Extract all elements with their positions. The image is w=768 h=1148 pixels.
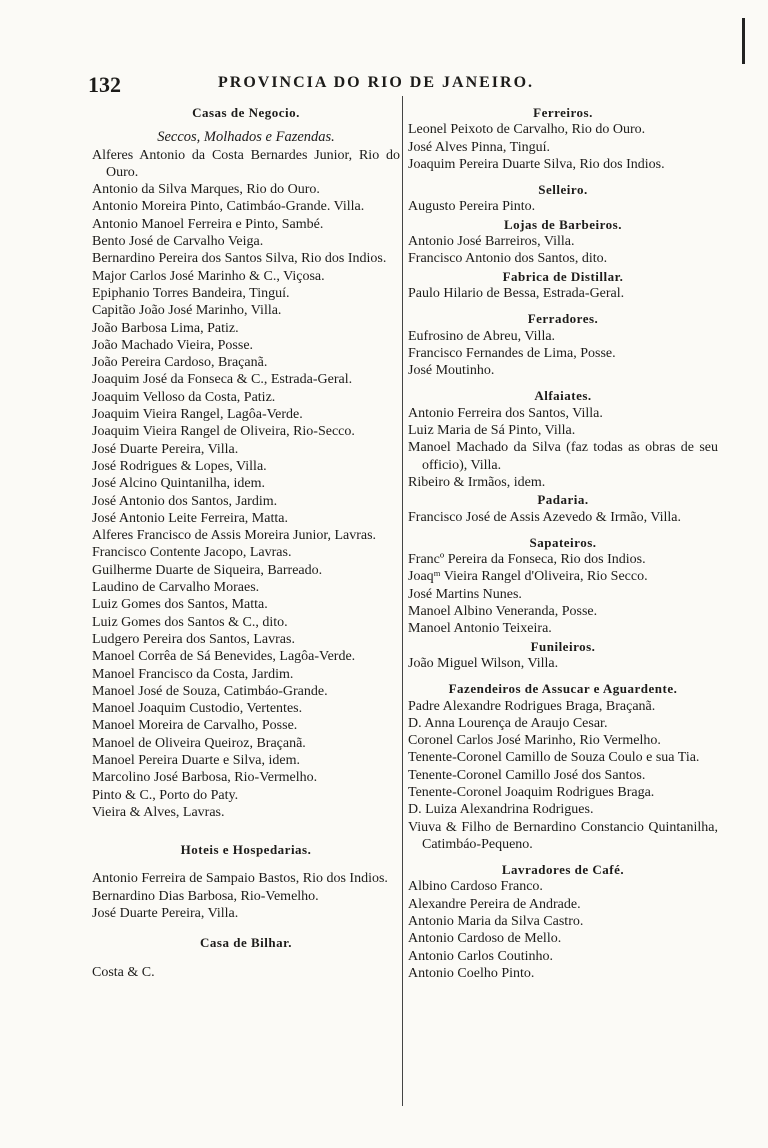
directory-entry: Antonio Maria da Silva Castro. [408,914,584,930]
directory-entry: Joaquim Pereira Duarte Silva, Rio dos Indios. [408,156,665,172]
directory-entry: José Antonio Leite Ferreira, Matta. [92,510,288,526]
entry-list-barbeiros [408,233,718,268]
directory-entry: João Pereira Cardoso, Braçanã. [92,355,268,371]
directory-entry: Manoel Machado da Silva (faz todas as obras de seu officio), Villa. [408,440,718,473]
directory-entry: Francisco Contente Jacopo, Lavras. [92,545,292,561]
entry-list-funileiros [408,655,718,672]
directory-entry: Joaquim Vieira Rangel de Oliveira, Rio-Secco. [92,424,355,440]
entry-list-casas [92,147,400,822]
directory-entry: Marcolino José Barbosa, Rio-Vermelho. [92,770,318,786]
directory-entry: Antonio Cardoso de Mello. [408,931,562,947]
entry-list-ferradores [408,328,718,380]
directory-entry: Antonio Carlos Coutinho. [408,948,554,964]
directory-entry: Manoel Albino Veneranda, Posse. [408,604,598,620]
entry-list-cafe [408,878,718,982]
directory-entry: Luiz Maria de Sá Pinto, Villa. [408,423,576,439]
directory-entry: Ludgero Pereira dos Santos, Lavras. [92,631,295,647]
directory-entry: Antonio da Silva Marques, Rio do Ouro. [92,182,320,198]
directory-entry: Tenente-Coronel Joaquim Rodrigues Braga. [408,784,655,800]
directory-entry: Joaquim Vieira Rangel, Lagôa-Verde. [92,407,303,423]
running-head: PROVINCIA DO RIO DE JANEIRO. [218,74,535,91]
section-heading-ferradores: Ferradores. [527,311,599,327]
directory-entry: João Machado Vieira, Posse. [92,337,254,353]
directory-entry: Manoel Corrêa de Sá Benevides, Lagôa-Verde. [92,649,356,665]
directory-entry: Vieira & Alves, Lavras. [92,804,225,820]
section-heading-selleiro: Selleiro. [538,182,588,198]
directory-entry: Antonio Ferreira de Sampaio Bastos, Rio dos Indios. [92,871,388,887]
directory-entry: Joaqᵐ Vieira Rangel d'Oliveira, Rio Secco. [408,569,648,585]
directory-entry: Viuva & Filho de Bernardino Constancio Quintanilha, Catimbáo-Pequeno. [408,819,718,852]
directory-entry: Pinto & C., Porto do Paty. [92,787,239,803]
directory-entry: Manoel de Oliveira Queiroz, Braçanã. [92,735,306,751]
left-column [92,104,400,981]
directory-entry: Antonio José Barreiros, Villa. [408,234,575,250]
directory-entry: Tenente-Coronel Camillo José dos Santos. [408,767,646,783]
section-heading-bilhar: Casa de Bilhar. [200,935,292,951]
directory-entry: Bento José de Carvalho Veiga. [92,234,264,250]
directory-entry: Manoel Joaquim Custodio, Vertentes. [92,701,303,717]
entry-list-selleiro [408,198,718,215]
directory-entry: João Barbosa Lima, Patiz. [92,320,239,336]
directory-entry: Epiphanio Torres Bandeira, Tinguí. [92,285,290,301]
section-heading-cafe: Lavradores de Café. [501,862,625,878]
directory-entry: Luiz Gomes dos Santos, Matta. [92,597,268,613]
right-column [408,104,718,982]
entry-list-fazendeiros [408,698,718,854]
directory-entry: Joaquim Velloso da Costa, Patiz. [92,389,276,405]
directory-entry: Manoel Antonio Teixeira. [408,621,552,637]
directory-entry: Padre Alexandre Rodrigues Braga, Braçanã. [408,698,656,714]
directory-entry: Costa & C. [92,964,155,980]
section-heading-fazendeiros: Fazendeiros de Assucar e Aguardente. [448,681,678,697]
section-subheading-casas: Seccos, Molhados e Fazendas. [157,129,335,146]
directory-entry: Bernardino Dias Barbosa, Rio-Vemelho. [92,888,319,904]
directory-entry: José Rodrigues & Lopes, Villa. [92,458,267,474]
section-heading-padaria: Padaria. [537,492,589,508]
directory-entry: Antonio Moreira Pinto, Catimbáo-Grande. Villa. [92,199,365,215]
directory-entry: Bernardino Pereira dos Santos Silva, Rio dos Indios. [92,251,387,267]
directory-entry: Antonio Coelho Pinto. [408,965,535,981]
column-divider [402,96,403,1106]
entry-list-padaria [408,509,718,526]
directory-entry: Coronel Carlos José Marinho, Rio Vermelho. [408,733,661,749]
directory-entry: José Alcino Quintanilha, idem. [92,476,266,492]
directory-entry: Major Carlos José Marinho & C., Viçosa. [92,268,325,284]
directory-entry: D. Anna Lourença de Araujo Cesar. [408,715,608,731]
directory-entry: Augusto Pereira Pinto. [408,199,536,215]
section-heading-alfaiates: Alfaiates. [534,388,592,404]
section-heading-sapateiros: Sapateiros. [529,534,597,550]
directory-entry: D. Luiza Alexandrina Rodrigues. [408,802,594,818]
directory-entry: Francº Pereira da Fonseca, Rio dos Indios. [408,552,646,568]
directory-entry: Manoel Francisco da Costa, Jardim. [92,666,294,682]
entry-list-bilhar [92,964,400,981]
section-heading-ferreiros: Ferreiros. [533,105,593,120]
directory-entry: Manoel José de Souza, Catimbáo-Grande. [92,683,328,699]
page-number: 132 [88,72,121,97]
directory-entry: Alexandre Pereira de Andrade. [408,896,581,912]
directory-entry: Tenente-Coronel Camillo de Souza Coulo e sua Tia. [408,750,700,766]
directory-entry: Alferes Francisco de Assis Moreira Junior, Lavras. [92,528,377,544]
section-heading-barbeiros: Lojas de Barbeiros. [504,216,622,232]
directory-entry: José Duarte Pereira, Villa. [92,441,239,457]
directory-entry: Manoel Moreira de Carvalho, Posse. [92,718,298,734]
section-heading-casas: Casas de Negocio. [192,105,300,120]
section-heading-hoteis: Hoteis e Hospedarias. [180,842,312,858]
directory-entry: Antonio Ferreira dos Santos, Villa. [408,405,603,421]
directory-entry: Laudino de Carvalho Moraes. [92,580,260,596]
section-heading-funileiros: Funileiros. [530,638,596,654]
entry-list-sapateiros [408,551,718,637]
directory-entry: Luiz Gomes dos Santos & C., dito. [92,614,288,630]
directory-entry: Ribeiro & Irmãos, idem. [408,474,546,490]
directory-entry: João Miguel Wilson, Villa. [408,655,559,671]
directory-entry: Francisco Antonio dos Santos, dito. [408,251,608,267]
section-heading-distillar: Fabrica de Distillar. [502,268,624,284]
directory-entry: José Martins Nunes. [408,586,522,602]
directory-entry: Guilherme Duarte de Siqueira, Barreado. [92,562,323,578]
entry-list-hoteis [92,870,400,922]
directory-entry: Leonel Peixoto de Carvalho, Rio do Ouro. [408,122,646,138]
directory-entry: Capitão João José Marinho, Villa. [92,303,282,319]
directory-entry: Antonio Manoel Ferreira e Pinto, Sambé. [92,216,324,232]
directory-entry: Albino Cardoso Franco. [408,879,543,895]
directory-entry: José Antonio dos Santos, Jardim. [92,493,278,509]
directory-entry: Eufrosino de Abreu, Villa. [408,328,556,344]
directory-entry: Manoel Pereira Duarte e Silva, idem. [92,752,300,768]
directory-entry: José Duarte Pereira, Villa. [92,906,239,922]
entry-list-ferreiros [408,121,718,173]
directory-entry: Francisco Fernandes de Lima, Posse. [408,345,616,361]
directory-entry: Joaquim José da Fonseca & C., Estrada-Geral. [92,372,353,388]
directory-entry: José Moutinho. [408,363,495,379]
directory-entry: Alferes Antonio da Costa Bernardes Junior, Rio do Ouro. [92,147,400,180]
directory-entry: José Alves Pinna, Tinguí. [408,139,550,155]
directory-entry: Paulo Hilario de Bessa, Estrada-Geral. [408,285,625,301]
entry-list-alfaiates [408,405,718,491]
directory-entry: Francisco José de Assis Azevedo & Irmão, Villa. [408,509,682,525]
entry-list-distillar [408,285,718,302]
edge-mark [742,18,745,64]
